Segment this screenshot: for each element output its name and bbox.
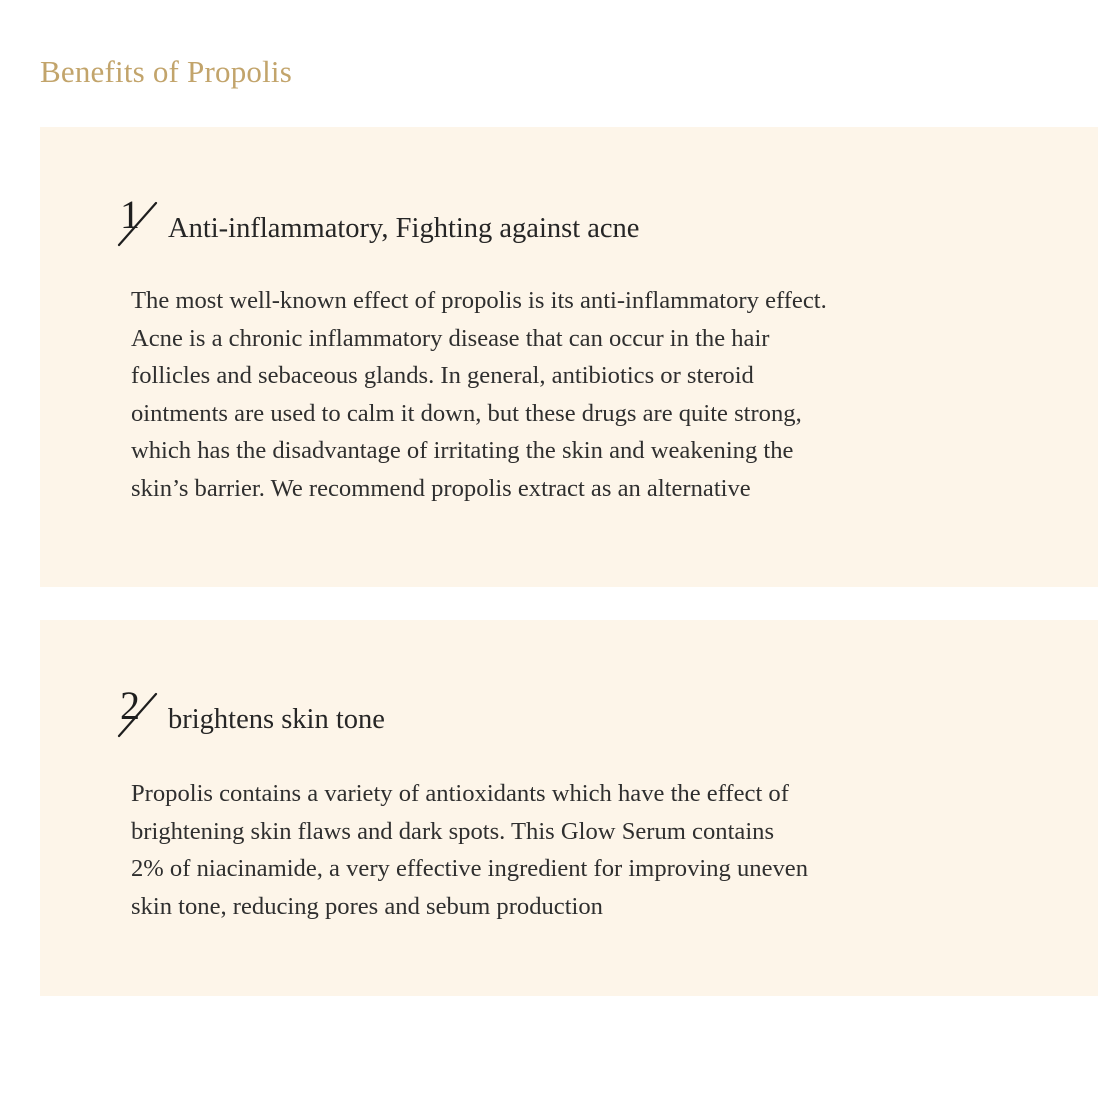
benefit-title-2: brightens skin tone (168, 703, 385, 735)
description-line: skin’s barrier. We recommend propolis extract as an alternative (131, 474, 751, 502)
benefit-number-digit: 1 (120, 192, 140, 237)
benefit-card-1 (40, 127, 1098, 587)
description-line: 2% of niacinamide, a very effective ingredient for improving uneven (131, 855, 808, 883)
description-line: ointments are used to calm it down, but these drugs are quite strong, (131, 399, 802, 427)
description-line: Acne is a chronic inflammatory disease that can occur in the hair (131, 324, 770, 352)
benefit-description-1 (131, 282, 1081, 508)
description-line: The most well-known effect of propolis is its anti-inflammatory effect. (131, 287, 827, 314)
description-line: skin tone, reducing pores and sebum production (131, 892, 603, 920)
description-line: which has the disadvantage of irritating the skin and weakening the (131, 437, 794, 465)
benefit-number-digit: 2 (120, 683, 140, 728)
benefit-number-1 (116, 192, 172, 249)
benefit-title-1: Anti-inflammatory, Fighting against acne (168, 212, 640, 244)
benefit-heading-1 (116, 192, 640, 249)
benefit-card-2 (40, 620, 1098, 996)
description-line: follicles and sebaceous glands. In general, antibiotics or steroid (131, 362, 754, 390)
benefit-number-2 (116, 683, 172, 740)
page-title: Benefits of Propolis (40, 54, 292, 89)
description-line: Propolis contains a variety of antioxidants which have the effect of (131, 780, 789, 807)
slash-mark-icon (116, 683, 172, 740)
slash-mark-icon (116, 192, 172, 249)
benefit-heading-2 (116, 683, 385, 740)
benefit-description-2 (131, 775, 1081, 925)
description-line: brightening skin flaws and dark spots. This Glow Serum contains (131, 817, 775, 845)
